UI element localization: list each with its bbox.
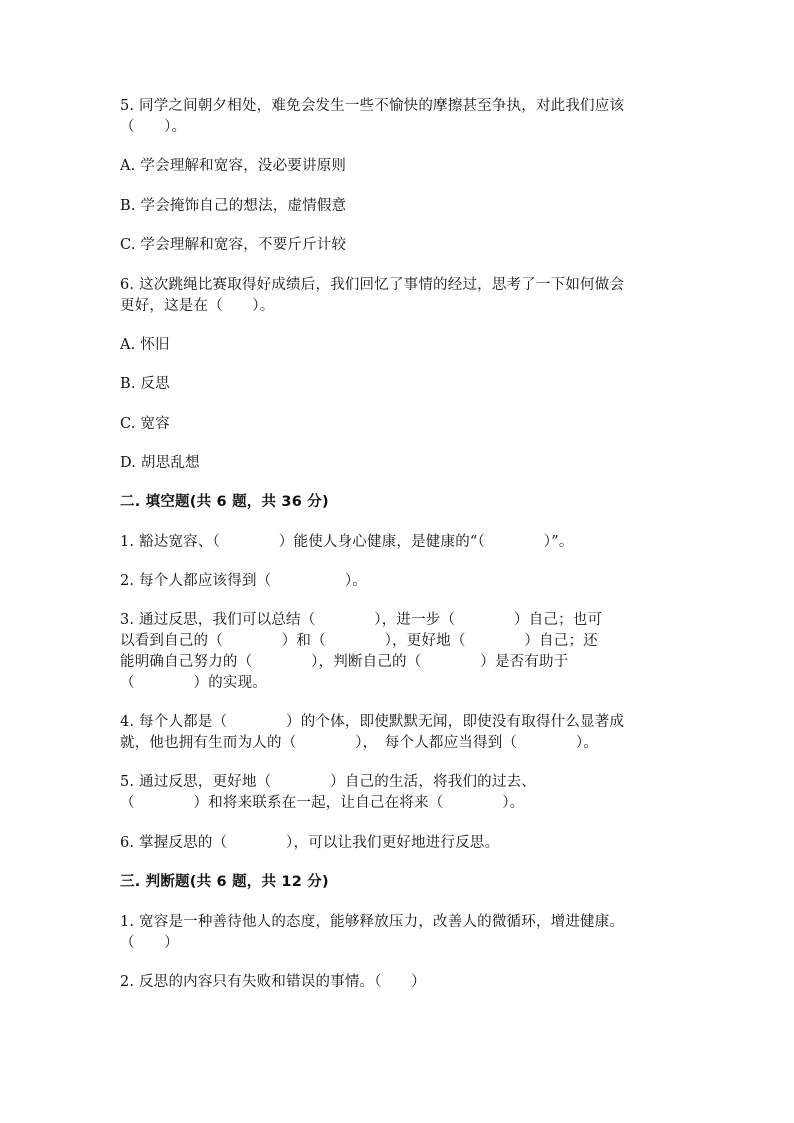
fill-question-3-line-2: 以看到自己的（ ）和（ ），更好地（ ）自己；还: [120, 633, 598, 649]
fill-question-2: 2. 每个人都应该得到（ ）。: [120, 573, 367, 589]
fill-question-6: 6. 掌握反思的（ ），可以让我们更好地进行反思。: [120, 835, 500, 851]
judge-question-2: 2. 反思的内容只有失败和错误的事情。（ ）: [120, 974, 426, 990]
fill-question-5-line-2: （ ）和将来联系在一起，让自己在将来（ ）。: [120, 795, 525, 811]
judge-question-1-line-1: 1. 宽容是一种善待他人的态度，能够释放压力，改善人的微循环，增进健康。: [120, 914, 625, 930]
fill-question-3-line-3: 能明确自己努力的（ ），判断自己的（ ）是否有助于: [120, 654, 569, 670]
fill-question-1: 1. 豁达宽容、（ ）能使人身心健康，是健康的“（ ）”。: [120, 534, 574, 550]
question-5-stem-line-2: （ ）。: [120, 119, 187, 135]
question-6-option-d: D. 胡思乱想: [120, 455, 200, 471]
judge-question-1-line-2: （ ）: [120, 935, 179, 951]
question-6-option-b: B. 反思: [120, 376, 170, 392]
question-6-option-c: C. 宽容: [120, 416, 170, 432]
question-5-option-c: C. 学会理解和宽容，不要斤斤计较: [120, 237, 347, 253]
question-6-stem-line-1: 6. 这次跳绳比赛取得好成绩后，我们回忆了事情的经过，思考了一下如何做会: [120, 277, 625, 293]
section-2-heading: 二. 填空题(共 6 题，共 36 分): [120, 494, 329, 510]
question-5-option-b: B. 学会掩饰自己的想法，虚情假意: [120, 198, 347, 214]
fill-question-4-line-1: 4. 每个人都是（ ）的个体，即使默默无闻，即使没有取得什么显著成: [120, 714, 625, 730]
fill-question-3-line-1: 3. 通过反思，我们可以总结（ ），进一步（ ）自己；也可: [120, 612, 603, 628]
question-6-option-a: A. 怀旧: [120, 337, 170, 353]
fill-question-5-line-1: 5. 通过反思，更好地（ ）自己的生活，将我们的过去、: [120, 774, 536, 790]
question-5-stem-line-1: 5. 同学之间朝夕相处，难免会发生一些不愉快的摩擦甚至争执，对此我们应该: [120, 98, 625, 114]
section-3-heading: 三. 判断题(共 6 题，共 12 分): [120, 874, 329, 890]
fill-question-4-line-2: 就，他也拥有生而为人的（ ）， 每个人都应当得到（ ）。: [120, 735, 599, 751]
question-6-stem-line-2: 更好，这是在（ ）。: [120, 298, 275, 314]
fill-question-3-line-4: （ ）的实现。: [120, 675, 267, 691]
question-5-option-a: A. 学会理解和宽容，没必要讲原则: [120, 158, 347, 174]
